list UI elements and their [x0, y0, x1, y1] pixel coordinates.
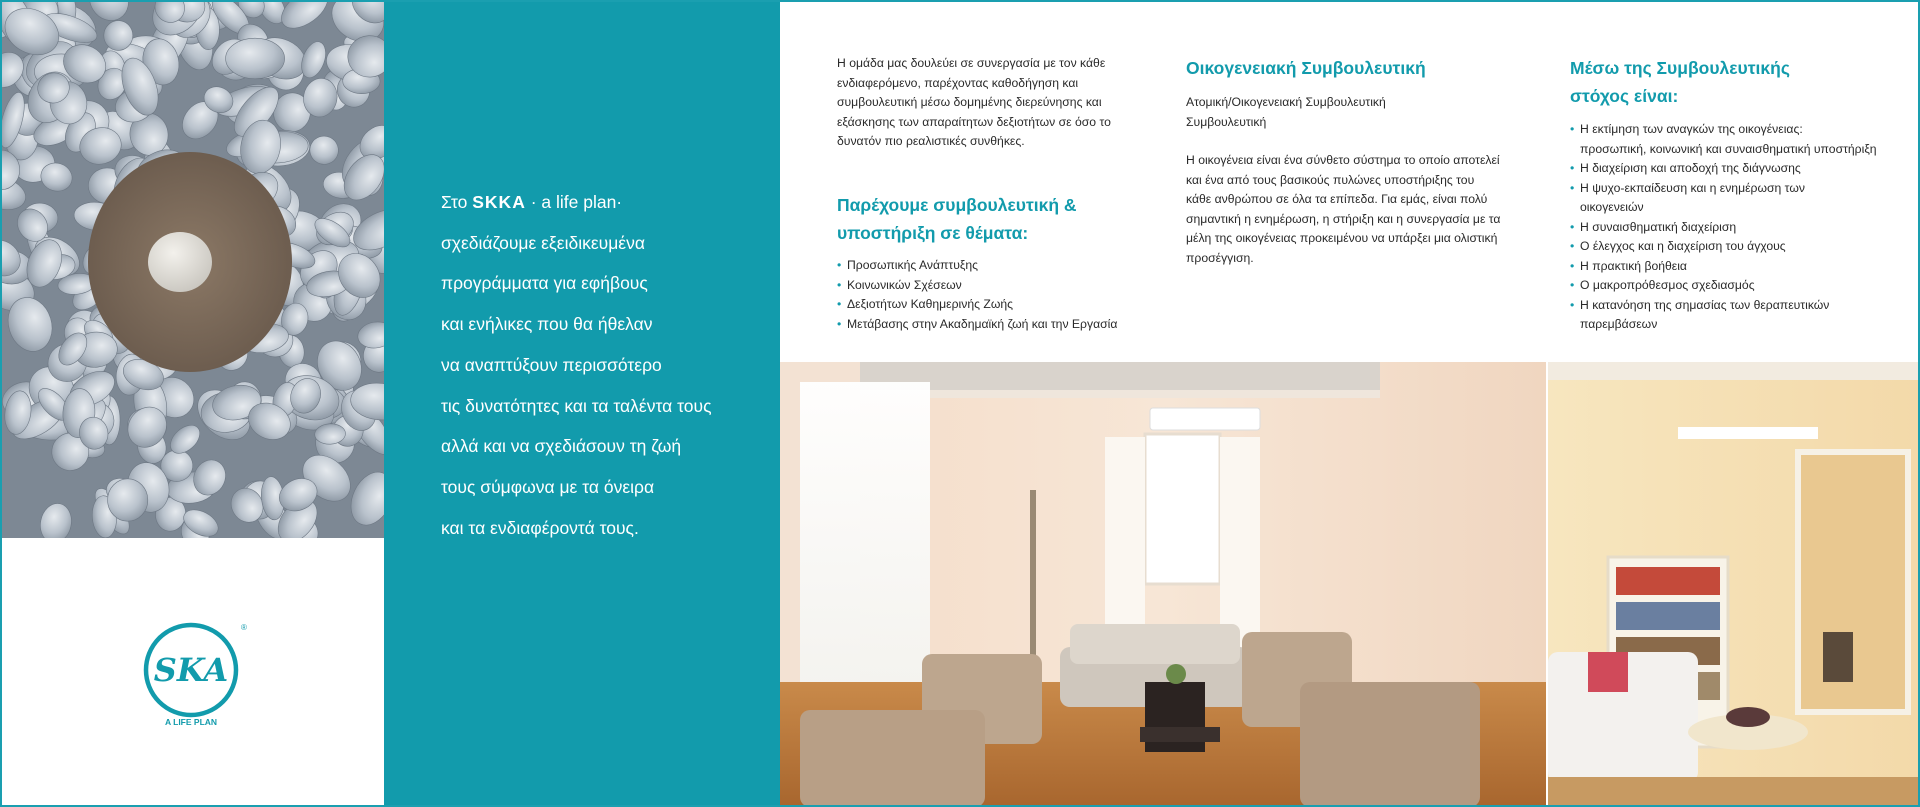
heading-line: Παρέχουμε συμβουλευτική &: [837, 195, 1077, 215]
list-item: • Η πρακτική βοήθεια: [1570, 257, 1877, 277]
list-item: • Ο έλεγχος και η διαχείριση του άγχους: [1570, 237, 1877, 257]
text-line: κάθε ανθρώπου σε όλα τα επίπεδα. Για εμάς, είναι πολύ: [1186, 192, 1488, 206]
heading-line: Οικογενειακή Συμβουλευτική: [1186, 58, 1426, 78]
list-item: • Η ψυχο-εκπαίδευση και η ενημέρωση των: [1570, 179, 1877, 199]
intro-line: αλλά και να σχεδιάσουν τη ζωή: [441, 436, 682, 457]
intro-line: σχεδιάζουμε εξειδικευμένα: [441, 232, 645, 253]
intro-line: τις δυνατότητες και τα ταλέντα τους: [441, 395, 712, 416]
text-line: συμβουλευτική μέσω δομημένης διερεύνησης και: [837, 95, 1102, 109]
intro-lead-tail: · a life plan·: [525, 192, 623, 212]
svg-text:®: ®: [241, 623, 247, 632]
heading-line: στόχος είναι:: [1570, 86, 1679, 106]
text-line: μέλη της οικογένειας προκειμένου να υπάρξει μια ολιστική: [1186, 231, 1498, 245]
text-line: Η ομάδα μας δουλεύει σε συνεργασία με τον κάθε: [837, 56, 1106, 70]
svg-text:A LIFE PLAN: A LIFE PLAN: [164, 717, 218, 727]
text-line: Η οικογένεια είναι ένα σύνθετο σύστημα το οποίο αποτελεί: [1186, 153, 1500, 167]
list-item-continuation: προσωπική, κοινωνική και συναισθηματική υποστήριξη: [1580, 141, 1877, 156]
intro-line: να αναπτύξουν περισσότερο: [441, 354, 662, 375]
text-line: Συμβουλευτική: [1186, 114, 1267, 129]
list-item: • Ο μακροπρόθεσμος σχεδιασμός: [1570, 276, 1877, 296]
list-item: • Κοινωνικών Σχέσεων: [837, 276, 1117, 296]
heading-line: υποστήριξη σε θέματα:: [837, 223, 1029, 243]
text-line: δυνατόν πιο ρεαλιστικές συνθήκες.: [837, 134, 1025, 148]
list-item: • Η εκτίμηση των αναγκών της οικογένειας:: [1570, 120, 1877, 140]
text-line: ενδιαφερόμενο, παρέχοντας καθοδήγηση και: [837, 75, 1079, 90]
list-item: • Προσωπικής Ανάπτυξης: [837, 256, 1117, 276]
list-item: • Η κατανόηση της σημασίας των θεραπευτικών: [1570, 296, 1877, 316]
list-item: • Η συναισθηματική διαχείριση: [1570, 218, 1877, 238]
heading-line: Μέσω της Συμβουλευτικής: [1570, 58, 1790, 78]
intro-lead: Στο: [441, 192, 473, 212]
intro-line: τους σύμφωνα με τα όνειρα: [441, 476, 655, 497]
text-line: σημαντική η ενημέρωση, η στήριξη και η συνεργασία με τα: [1186, 211, 1501, 226]
svg-text:SKA: SKA: [153, 651, 229, 689]
text-line: προσέγγιση.: [1186, 250, 1254, 265]
text-line: εξάσκησης των απαραίτητων δεξιοτήτων σε όσο το: [837, 114, 1111, 129]
intro-line: προγράμματα για εφήβους: [441, 273, 648, 294]
intro-line: και τα ενδιαφέροντά τους.: [441, 517, 639, 538]
intro-line: και ενήλικες που θα ήθελαν: [441, 314, 653, 335]
list-item: • Δεξιοτήτων Καθημερινής Ζωής: [837, 295, 1117, 315]
list-item: • Η διαχείριση και αποδοχή της διάγνωσης: [1570, 159, 1877, 179]
text-line: Ατομική/Οικογενειακή Συμβουλευτική: [1186, 95, 1386, 109]
list-item-continuation: παρεμβάσεων: [1580, 317, 1658, 331]
text-line: και ένα από τους βασικούς πυλώνες υποστήριξης του: [1186, 172, 1475, 187]
list-item: • Μετάβασης στην Ακαδημαϊκή ζωή και την Εργασία: [837, 315, 1117, 335]
list-item-continuation: οικογενειών: [1580, 200, 1644, 214]
intro-brand: SKKA: [472, 192, 526, 212]
